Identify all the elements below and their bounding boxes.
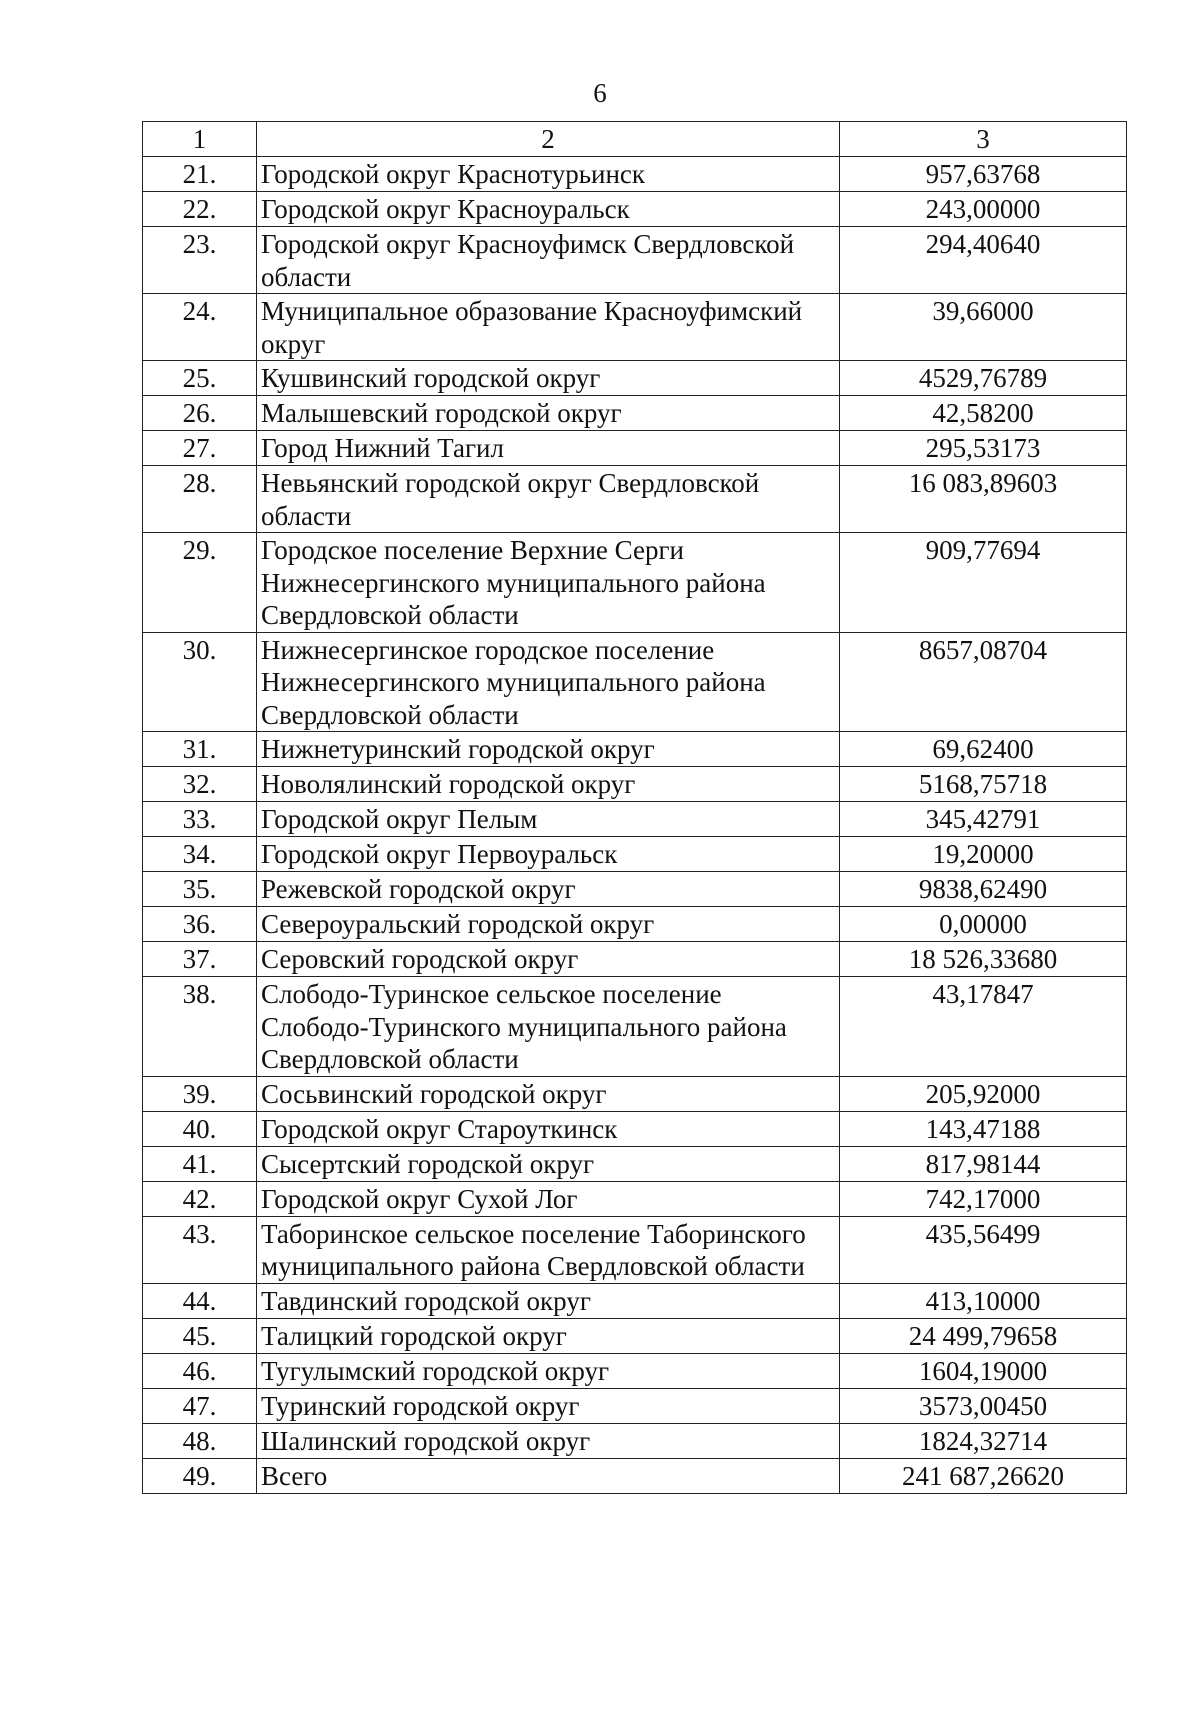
table-row <box>143 977 1127 1077</box>
row-name-cell: Городской округ Красноуральск <box>257 192 840 227</box>
table-row <box>143 1353 1127 1388</box>
row-value-cell: 909,77694 <box>840 533 1127 633</box>
row-value-cell: 42,58200 <box>840 396 1127 431</box>
row-number-cell: 34. <box>143 837 257 872</box>
row-value-cell: 817,98144 <box>840 1146 1127 1181</box>
table-row <box>143 1216 1127 1283</box>
row-name-cell: Таборинское сельское поселение Таборинского муниципального района Свердловской области <box>257 1216 840 1283</box>
row-value-cell: 413,10000 <box>840 1283 1127 1318</box>
row-number-cell: 24. <box>143 294 257 361</box>
row-number-cell: 44. <box>143 1283 257 1318</box>
row-name-cell: Талицкий городской округ <box>257 1318 840 1353</box>
row-number-cell: 39. <box>143 1076 257 1111</box>
row-name-cell: Малышевский городской округ <box>257 396 840 431</box>
table-row <box>143 1146 1127 1181</box>
table-row <box>143 157 1127 192</box>
row-number-cell: 49. <box>143 1458 257 1493</box>
row-value-cell: 957,63768 <box>840 157 1127 192</box>
table-row <box>143 1181 1127 1216</box>
row-number-cell: 47. <box>143 1388 257 1423</box>
row-value-cell: 16 083,89603 <box>840 466 1127 533</box>
row-name-cell: Городской округ Староуткинск <box>257 1111 840 1146</box>
row-value-cell: 3573,00450 <box>840 1388 1127 1423</box>
row-number-cell: 28. <box>143 466 257 533</box>
table-row <box>143 1318 1127 1353</box>
table-row <box>143 907 1127 942</box>
row-name-cell: Нижнесергинское городское поселение Нижнесергинского муниципального района Свердловской области <box>257 632 840 732</box>
table-row <box>143 361 1127 396</box>
table-row <box>143 1076 1127 1111</box>
row-name-cell: Городской округ Сухой Лог <box>257 1181 840 1216</box>
table-row <box>143 533 1127 633</box>
row-value-cell: 1824,32714 <box>840 1423 1127 1458</box>
row-value-cell: 294,40640 <box>840 227 1127 294</box>
row-number-cell: 26. <box>143 396 257 431</box>
table-row <box>143 802 1127 837</box>
row-name-cell: Туринский городской округ <box>257 1388 840 1423</box>
row-value-cell: 243,00000 <box>840 192 1127 227</box>
table-row <box>143 732 1127 767</box>
column-header-number: 1 <box>143 122 257 157</box>
row-value-cell: 241 687,26620 <box>840 1458 1127 1493</box>
row-name-cell: Сысертский городской округ <box>257 1146 840 1181</box>
row-number-cell: 42. <box>143 1181 257 1216</box>
row-name-cell: Нижнетуринский городской округ <box>257 732 840 767</box>
row-number-cell: 41. <box>143 1146 257 1181</box>
table-row <box>143 227 1127 294</box>
row-name-cell: Невьянский городской округ Свердловской области <box>257 466 840 533</box>
row-name-cell: Город Нижний Тагил <box>257 431 840 466</box>
table-row <box>143 431 1127 466</box>
row-name-cell: Режевской городской округ <box>257 872 840 907</box>
row-value-cell: 24 499,79658 <box>840 1318 1127 1353</box>
row-value-cell: 5168,75718 <box>840 767 1127 802</box>
table-row <box>143 942 1127 977</box>
row-value-cell: 43,17847 <box>840 977 1127 1077</box>
table-row <box>143 1458 1127 1493</box>
row-number-cell: 32. <box>143 767 257 802</box>
table-row <box>143 632 1127 732</box>
column-header-name: 2 <box>257 122 840 157</box>
row-value-cell: 19,20000 <box>840 837 1127 872</box>
row-value-cell: 4529,76789 <box>840 361 1127 396</box>
table-row <box>143 1388 1127 1423</box>
row-number-cell: 33. <box>143 802 257 837</box>
row-name-cell: Серовский городской округ <box>257 942 840 977</box>
row-value-cell: 18 526,33680 <box>840 942 1127 977</box>
column-header-value: 3 <box>840 122 1127 157</box>
row-number-cell: 23. <box>143 227 257 294</box>
row-number-cell: 27. <box>143 431 257 466</box>
row-value-cell: 345,42791 <box>840 802 1127 837</box>
table-row <box>143 1111 1127 1146</box>
table-header-row <box>143 122 1127 157</box>
row-name-cell: Городское поселение Верхние Серги Нижнесергинского муниципального района Свердловской области <box>257 533 840 633</box>
table-row <box>143 192 1127 227</box>
row-name-cell: Кушвинский городской округ <box>257 361 840 396</box>
table-row <box>143 767 1127 802</box>
row-number-cell: 21. <box>143 157 257 192</box>
row-number-cell: 45. <box>143 1318 257 1353</box>
row-number-cell: 43. <box>143 1216 257 1283</box>
row-name-cell: Муниципальное образование Красноуфимский округ <box>257 294 840 361</box>
row-number-cell: 38. <box>143 977 257 1077</box>
row-number-cell: 36. <box>143 907 257 942</box>
table-row <box>143 837 1127 872</box>
row-number-cell: 31. <box>143 732 257 767</box>
row-value-cell: 69,62400 <box>840 732 1127 767</box>
row-number-cell: 35. <box>143 872 257 907</box>
row-value-cell: 435,56499 <box>840 1216 1127 1283</box>
row-number-cell: 37. <box>143 942 257 977</box>
row-value-cell: 1604,19000 <box>840 1353 1127 1388</box>
row-value-cell: 8657,08704 <box>840 632 1127 732</box>
row-value-cell: 742,17000 <box>840 1181 1127 1216</box>
data-table <box>142 121 1127 1494</box>
row-name-cell: Всего <box>257 1458 840 1493</box>
row-name-cell: Городской округ Красноуфимск Свердловской области <box>257 227 840 294</box>
row-value-cell: 39,66000 <box>840 294 1127 361</box>
row-name-cell: Североуральский городской округ <box>257 907 840 942</box>
table-row <box>143 466 1127 533</box>
row-name-cell: Тавдинский городской округ <box>257 1283 840 1318</box>
row-value-cell: 205,92000 <box>840 1076 1127 1111</box>
row-number-cell: 30. <box>143 632 257 732</box>
row-value-cell: 0,00000 <box>840 907 1127 942</box>
row-name-cell: Сосьвинский городской округ <box>257 1076 840 1111</box>
table-row <box>143 294 1127 361</box>
row-name-cell: Городской округ Пелым <box>257 802 840 837</box>
table-row <box>143 1423 1127 1458</box>
row-value-cell: 295,53173 <box>840 431 1127 466</box>
row-name-cell: Слободо-Туринское сельское поселение Слободо-Туринского муниципального района Свердловской области <box>257 977 840 1077</box>
row-name-cell: Городской округ Краснотурьинск <box>257 157 840 192</box>
row-name-cell: Шалинский городской округ <box>257 1423 840 1458</box>
row-value-cell: 143,47188 <box>840 1111 1127 1146</box>
row-number-cell: 22. <box>143 192 257 227</box>
page-number: 6 <box>593 78 607 108</box>
row-number-cell: 40. <box>143 1111 257 1146</box>
row-value-cell: 9838,62490 <box>840 872 1127 907</box>
row-name-cell: Тугулымский городской округ <box>257 1353 840 1388</box>
table-row <box>143 396 1127 431</box>
row-name-cell: Новолялинский городской округ <box>257 767 840 802</box>
table-row <box>143 872 1127 907</box>
row-number-cell: 29. <box>143 533 257 633</box>
row-name-cell: Городской округ Первоуральск <box>257 837 840 872</box>
row-number-cell: 48. <box>143 1423 257 1458</box>
row-number-cell: 46. <box>143 1353 257 1388</box>
row-number-cell: 25. <box>143 361 257 396</box>
table-row <box>143 1283 1127 1318</box>
